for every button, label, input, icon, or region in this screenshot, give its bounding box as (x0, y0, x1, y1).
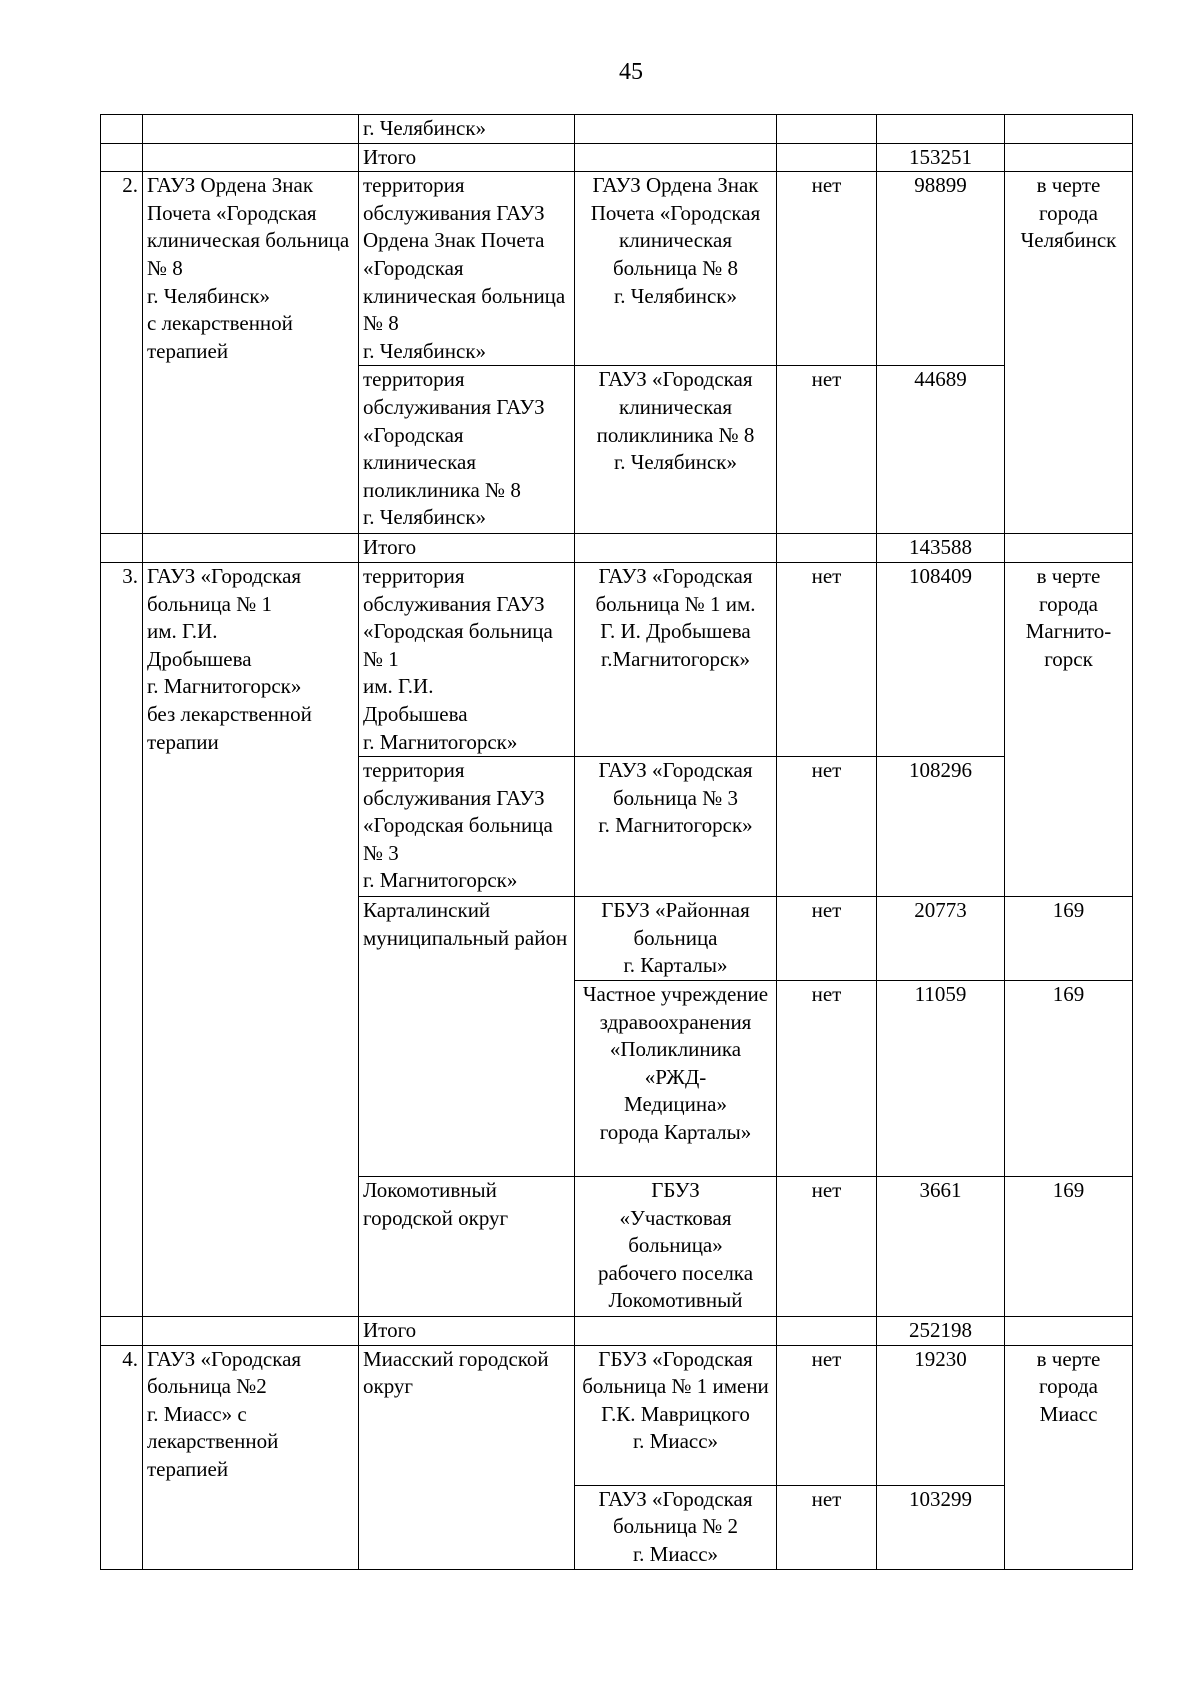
flag-cell: нет (777, 172, 877, 366)
population-cell: 19230 (877, 1345, 1005, 1485)
table-row (101, 1345, 1133, 1485)
organization-cell: ГАУЗ «Городская клиническая поликлиника № 8 г. Челябинск» (575, 366, 777, 534)
total-label: Итого (359, 143, 575, 172)
distance-cell: 169 (1005, 981, 1133, 1177)
organization-cell: ГАУЗ «Городская больница № 3 г. Магнитогорск» (575, 757, 777, 897)
location-note: в черте города Миасс (1005, 1345, 1133, 1569)
flag-cell: нет (777, 562, 877, 756)
organization-cell: ГБУЗ «Городская больница № 1 имени Г.К. Маврицкого г. Миасс» (575, 1345, 777, 1485)
population-cell: 11059 (877, 981, 1005, 1177)
population-cell: 3661 (877, 1177, 1005, 1317)
population-cell: 44689 (877, 366, 1005, 534)
flag-cell: нет (777, 757, 877, 897)
row-number: 2. (101, 172, 143, 534)
flag-cell: нет (777, 897, 877, 981)
flag-cell: нет (777, 1345, 877, 1485)
organization-cell: ГБУЗ «Участковая больница» рабочего поселка Локомотивный (575, 1177, 777, 1317)
organization-cell: ГАУЗ «Городская больница № 2 г. Миасс» (575, 1485, 777, 1569)
population-cell: 20773 (877, 897, 1005, 981)
table-row (101, 562, 1133, 756)
table-row (101, 172, 1133, 366)
table-row (101, 115, 1133, 144)
flag-cell: нет (777, 981, 877, 1177)
organization-cell: Частное учреждение здравоохранения «Поликлиника «РЖД- Медицина» города Карталы» (575, 981, 777, 1177)
population-cell: 108296 (877, 757, 1005, 897)
hospital-name: ГАУЗ «Городская больница №2 г. Миасс» с лекарственной терапией (143, 1345, 359, 1569)
territory-cell: Карталинский муниципальный район (359, 897, 575, 1177)
hospital-table (100, 114, 1133, 1570)
row-number: 4. (101, 1345, 143, 1569)
territory-cell: территория обслуживания ГАУЗ «Городская больница № 1 им. Г.И. Дробышева г. Магнитогорск» (359, 562, 575, 756)
flag-cell: нет (777, 1485, 877, 1569)
location-note: в черте города Магнито- горск (1005, 562, 1133, 896)
organization-cell: ГАУЗ Ордена Знак Почета «Городская клиническая больница № 8 г. Челябинск» (575, 172, 777, 366)
row-number: 3. (101, 562, 143, 1316)
hospital-name: ГАУЗ Ордена Знак Почета «Городская клиническая больница № 8 г. Челябинск» с лекарственной терапией (143, 172, 359, 534)
total-row (101, 143, 1133, 172)
population-cell: 108409 (877, 562, 1005, 756)
total-value: 252198 (877, 1317, 1005, 1346)
territory-cell: Локомотивный городской округ (359, 1177, 575, 1317)
territory-cell: территория обслуживания ГАУЗ «Городская больница № 3 г. Магнитогорск» (359, 757, 575, 897)
territory-cell: г. Челябинск» (359, 115, 575, 144)
location-note: в черте города Челябинск (1005, 172, 1133, 534)
total-row (101, 534, 1133, 563)
distance-cell: 169 (1005, 1177, 1133, 1317)
territory-cell: территория обслуживания ГАУЗ «Городская клиническая поликлиника № 8 г. Челябинск» (359, 366, 575, 534)
total-label: Итого (359, 1317, 575, 1346)
hospital-name: ГАУЗ «Городская больница № 1 им. Г.И. Дробышева г. Магнитогорск» без лекарственной терапии (143, 562, 359, 1316)
distance-cell: 169 (1005, 897, 1133, 981)
flag-cell: нет (777, 366, 877, 534)
total-value: 153251 (877, 143, 1005, 172)
flag-cell: нет (777, 1177, 877, 1317)
page-number: 45 (619, 59, 643, 85)
organization-cell: ГАУЗ «Городская больница № 1 им. Г. И. Дробышева г.Магнитогорск» (575, 562, 777, 756)
territory-cell: Миасский городской округ (359, 1345, 575, 1569)
territory-cell: территория обслуживания ГАУЗ Ордена Знак Почета «Городская клиническая больница № 8 г. Челябинск» (359, 172, 575, 366)
total-value: 143588 (877, 534, 1005, 563)
total-label: Итого (359, 534, 575, 563)
population-cell: 98899 (877, 172, 1005, 366)
total-row (101, 1317, 1133, 1346)
organization-cell: ГБУЗ «Районная больница г. Карталы» (575, 897, 777, 981)
population-cell: 103299 (877, 1485, 1005, 1569)
